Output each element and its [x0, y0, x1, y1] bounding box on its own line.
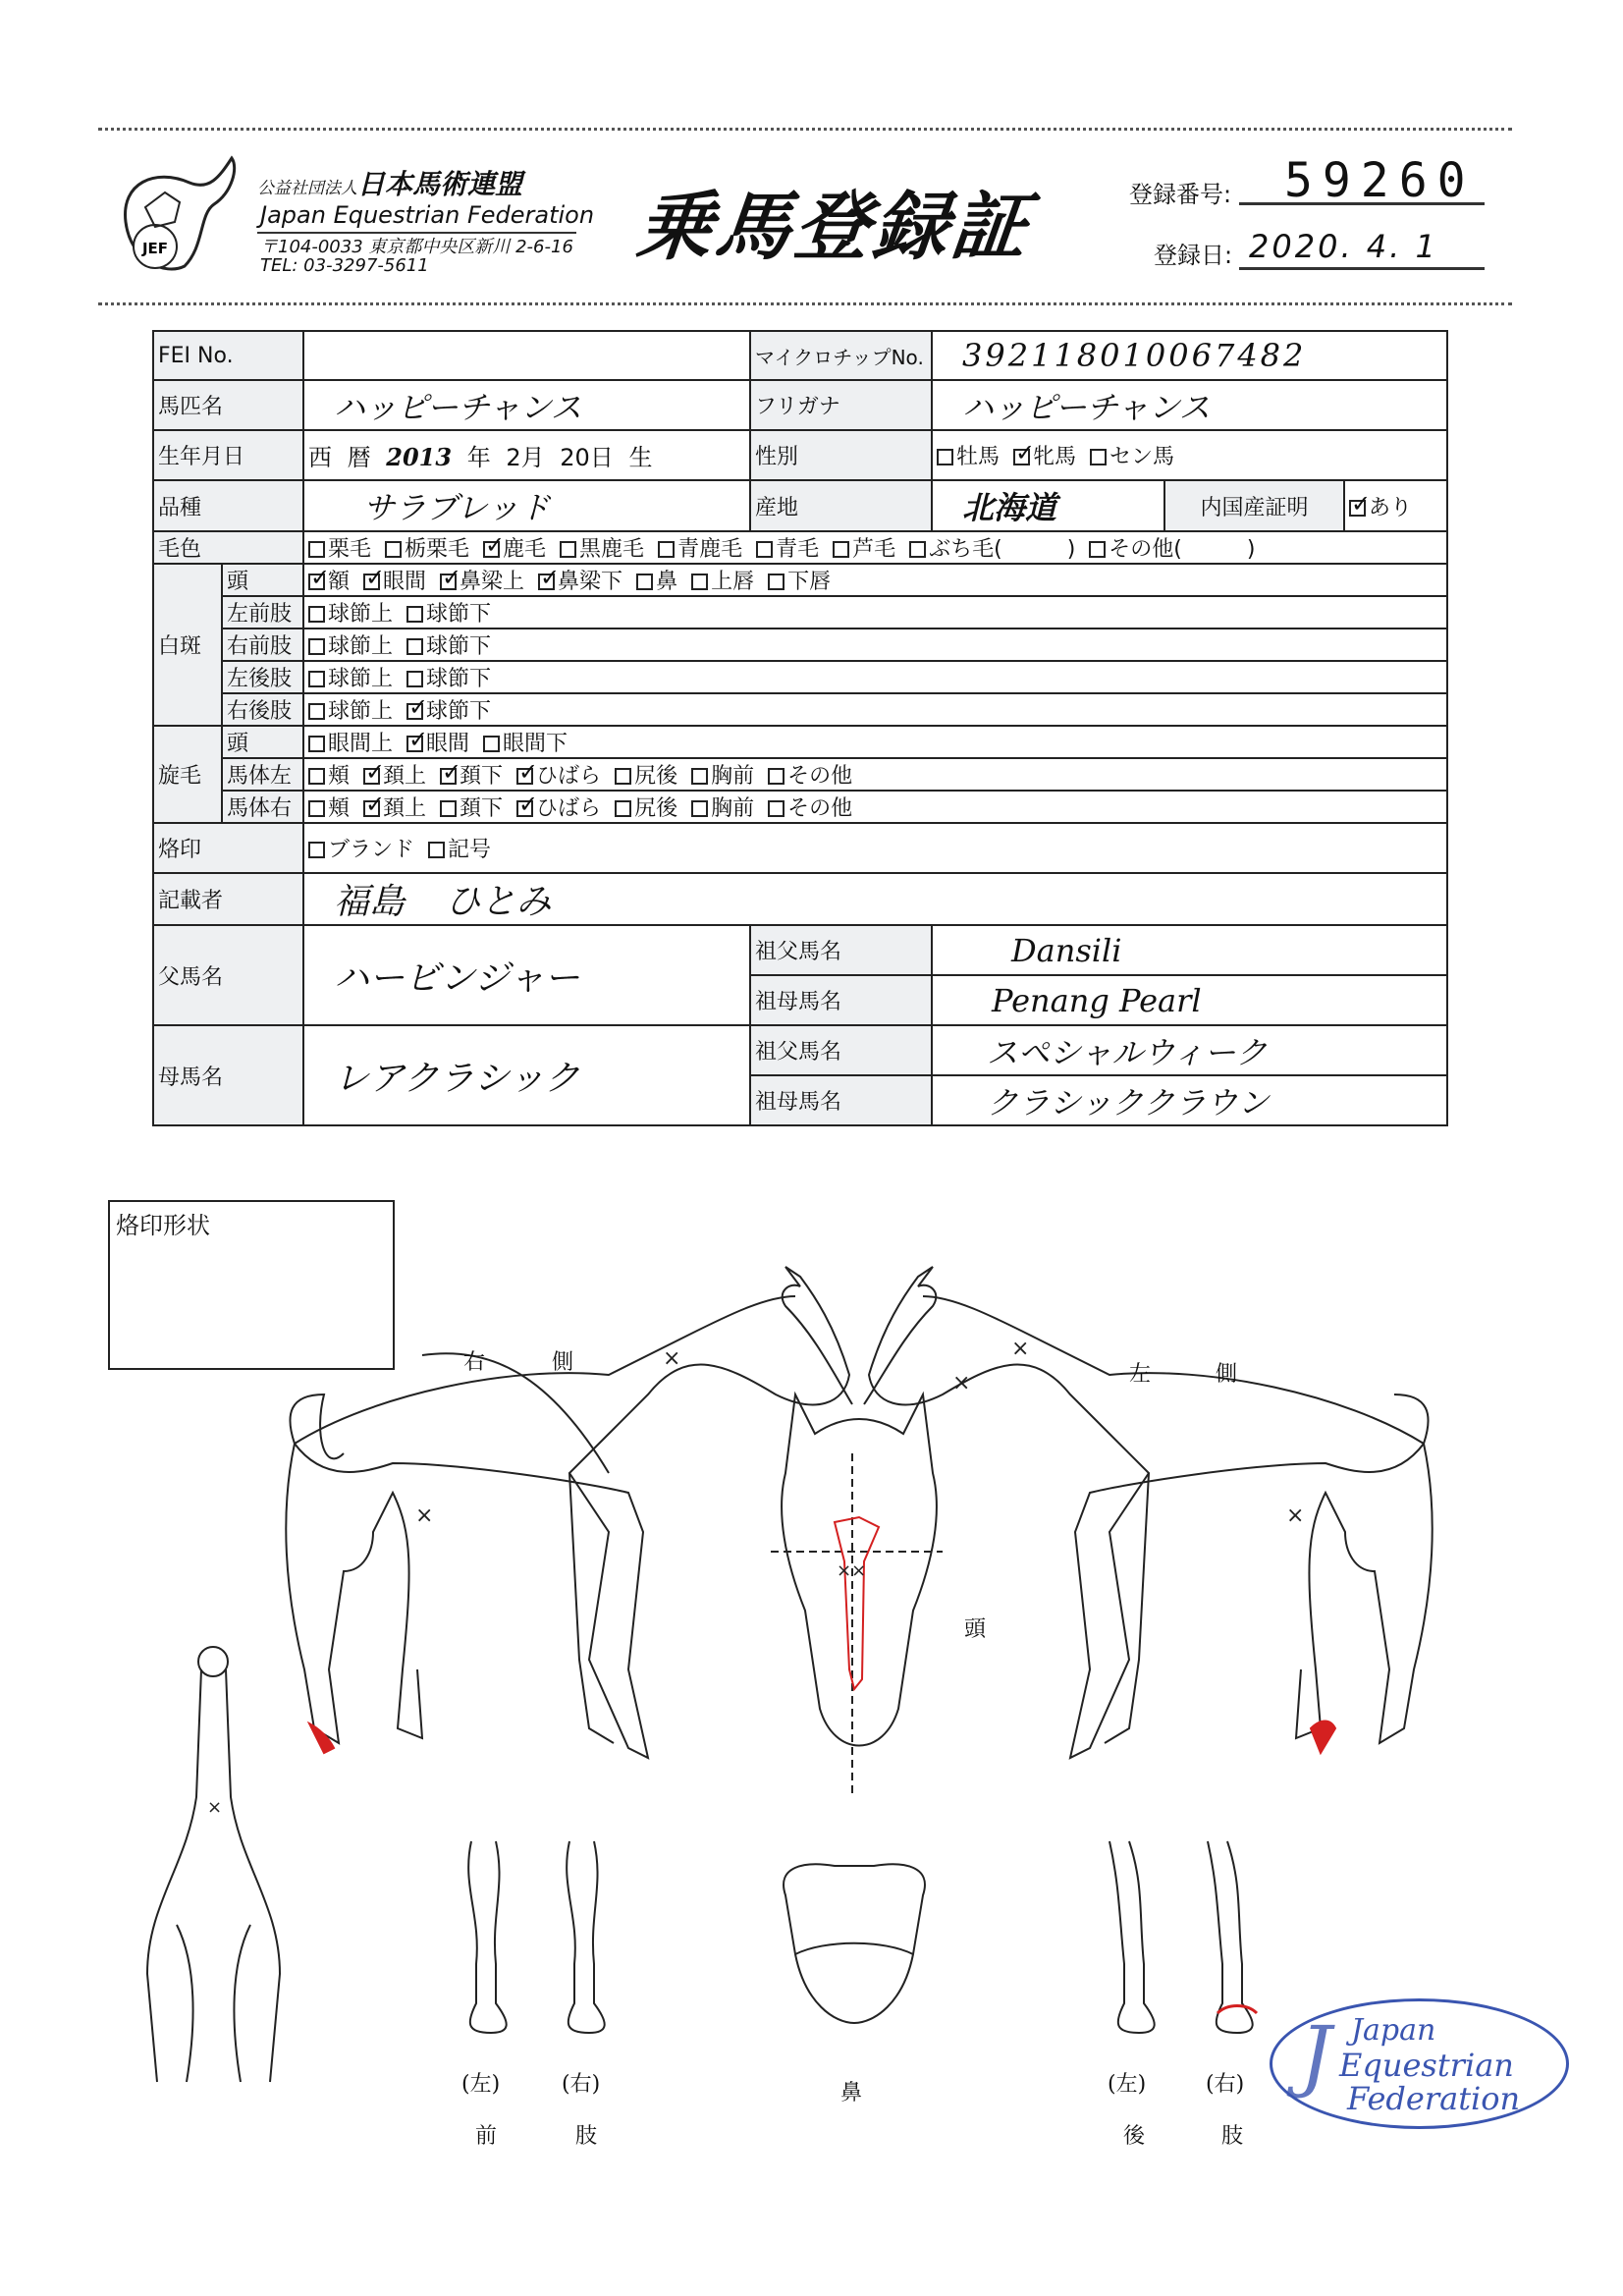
color-label: 毛色 — [153, 531, 303, 564]
nose-label: 鼻 — [840, 2081, 863, 2105]
jef-stamp — [1270, 1998, 1569, 2129]
white-label: 白斑 — [153, 564, 222, 726]
checkbox-label: 眼間 — [426, 732, 470, 756]
sire-sire-value: Dansili — [932, 925, 1447, 975]
checkbox-label: 頚上 — [383, 764, 427, 789]
dam-label: 母馬名 — [153, 1025, 303, 1125]
checkbox-label: 上唇 — [711, 570, 755, 594]
reg-date-value: 2020. 4. 1 — [1249, 228, 1438, 265]
brand-label: 烙印 — [153, 823, 303, 873]
sire-label: 父馬名 — [153, 925, 303, 1025]
stamp-line3: Federation — [1347, 2080, 1521, 2117]
birth-year-unit: 年 — [466, 444, 491, 471]
checkbox-label: 球節上 — [328, 602, 394, 627]
stamp-line2: Equestrian — [1339, 2047, 1514, 2084]
dam-sire-label: 祖父馬名 — [750, 1025, 932, 1075]
dam-sire-value: スペシャルウィーク — [932, 1025, 1447, 1075]
furigana-value: ハッピーチャンス — [932, 380, 1447, 430]
checkbox-label: 球節下 — [426, 699, 492, 724]
domestic-label: 内国産証明 — [1164, 480, 1344, 531]
white-sub-label: 右前肢 — [222, 629, 303, 661]
checkbox-label: 球節下 — [426, 602, 492, 627]
chip-value: 392118010067482 — [932, 331, 1447, 380]
sire-dam-value: Penang Pearl — [932, 975, 1447, 1025]
checkbox-label: 青毛 — [776, 537, 820, 562]
checkbox-label: 青鹿毛 — [677, 537, 743, 562]
svg-text:×: × — [952, 1371, 971, 1395]
birth-era: 西 暦 — [308, 444, 371, 471]
breed-label: 品種 — [153, 480, 303, 531]
org-english: Japan Equestrian Federation — [260, 201, 595, 229]
svg-text:×: × — [415, 1503, 434, 1528]
origin-value: 北海道 — [932, 480, 1164, 531]
top-view-drawing — [147, 1647, 280, 2082]
whorl-label: 旋毛 — [153, 726, 222, 823]
checkbox-label: 鹿毛 — [503, 537, 547, 562]
checkbox-label: 栗毛 — [328, 537, 372, 562]
checkbox-label: 下唇 — [787, 570, 832, 594]
checkbox-label: あり — [1369, 495, 1413, 520]
checkbox-label: 黒鹿毛 — [579, 537, 645, 562]
org-tel: TEL: 03-3297-5611 — [260, 255, 429, 276]
svg-text:×: × — [1011, 1337, 1030, 1361]
head-front-drawing — [771, 1394, 943, 1797]
hindlegs-drawing — [1109, 1841, 1257, 2033]
fore-left-label: (左) — [461, 2072, 501, 2097]
checkbox-label: 尻後 — [634, 764, 678, 789]
checkbox-label: 頬 — [328, 764, 351, 789]
fore-right-label: (右) — [562, 2072, 601, 2097]
checkbox-label: 球節上 — [328, 667, 394, 691]
checkbox-label: 鼻梁上 — [460, 570, 525, 594]
hind-label-2: 肢 — [1221, 2124, 1244, 2149]
checkbox-label: 球節上 — [328, 634, 394, 659]
birth-suffix: 生 — [628, 444, 653, 471]
checkbox-label: 栃栗毛 — [405, 537, 470, 562]
dam-dam-label: 祖母馬名 — [750, 1075, 932, 1125]
org-address: 〒104-0033 東京都中央区新川 2-6-16 — [260, 237, 573, 257]
svg-text:×: × — [663, 1346, 681, 1371]
checkbox-label: 球節下 — [426, 667, 492, 691]
nose-drawing — [784, 1864, 925, 2023]
brand-shape-label: 烙印形状 — [116, 1212, 210, 1239]
reg-no-label: 登録番号: — [1129, 181, 1232, 208]
head-label: 頭 — [964, 1617, 987, 1642]
checkbox-label: その他( ) — [1109, 537, 1256, 562]
chip-label: マイクロチップNo. — [750, 331, 932, 380]
right-side-horse-drawing — [286, 1267, 852, 1758]
checkbox-label: 眼間 — [383, 570, 427, 594]
left-side-label-1: 左 — [1129, 1362, 1152, 1387]
white-sub-label: 左後肢 — [222, 661, 303, 693]
reg-date-label: 登録日: — [1154, 242, 1233, 269]
fore-label-2: 肢 — [575, 2124, 598, 2149]
svg-text:××: ×× — [837, 1560, 867, 1581]
forelegs-drawing — [468, 1841, 605, 2033]
checkbox-label: ブランド — [328, 838, 415, 862]
sire-value: ハービンジャー — [303, 925, 750, 1025]
fore-label-1: 前 — [475, 2124, 498, 2149]
whorl-sub-label: 頭 — [222, 726, 303, 758]
checkbox-label: 球節上 — [328, 699, 394, 724]
birth-day: 20日 — [560, 444, 614, 471]
checkbox-label: 眼間下 — [503, 732, 568, 756]
birth-label: 生年月日 — [153, 430, 303, 480]
hind-label-1: 後 — [1123, 2124, 1146, 2149]
right-side-label-2: 側 — [552, 1350, 574, 1375]
whorl-sub-label: 馬体左 — [222, 758, 303, 791]
checkbox-label: 頚下 — [460, 796, 504, 821]
checkbox-label: 眼間上 — [328, 732, 394, 756]
whorl-sub-label: 馬体右 — [222, 791, 303, 823]
checkbox-label: 額 — [328, 570, 351, 594]
furigana-label: フリガナ — [750, 380, 932, 430]
svg-text:×: × — [1286, 1503, 1305, 1528]
name-label: 馬匹名 — [153, 380, 303, 430]
sire-dam-label: 祖母馬名 — [750, 975, 932, 1025]
checkbox-label: ひばら — [536, 764, 602, 789]
white-sub-label: 右後肢 — [222, 693, 303, 726]
checkbox-label: 記号 — [448, 838, 492, 862]
right-side-label-1: 右 — [463, 1350, 486, 1375]
checkbox-label: ぶち毛( ) — [929, 537, 1076, 562]
checkbox-label: その他 — [787, 796, 853, 821]
checkbox-label: 牡馬 — [956, 445, 1001, 469]
white-sub-label: 左前肢 — [222, 596, 303, 629]
checkbox-label: 鼻梁下 — [558, 570, 623, 594]
breed-value: サラブレッド — [303, 480, 750, 531]
checkbox-label: 尻後 — [634, 796, 678, 821]
writer-value: 福島 ひとみ — [303, 873, 1447, 925]
stamp-initial: J — [1300, 2009, 1332, 2101]
checkbox-label: 頚下 — [460, 764, 504, 789]
left-side-horse-drawing — [864, 1267, 1433, 1758]
stamp-line1: Japan — [1351, 2013, 1436, 2048]
dam-value: レアクラシック — [303, 1025, 750, 1125]
checkbox-label: 牝馬 — [1033, 445, 1077, 469]
org-name-text: 日本馬術連盟 — [357, 168, 523, 200]
sire-sire-label: 祖父馬名 — [750, 925, 932, 975]
checkbox-label: 頬 — [328, 796, 351, 821]
fei-label: FEI No. — [153, 331, 303, 380]
dam-dam-value: クラシッククラウン — [932, 1075, 1447, 1125]
checkbox-label: セン馬 — [1109, 445, 1175, 469]
name-value: ハッピーチャンス — [303, 380, 750, 430]
sex-label: 性別 — [750, 430, 932, 480]
page-title: 乗馬登録証 — [632, 183, 1036, 270]
checkbox-label: 胸前 — [711, 796, 755, 821]
checkbox-label: 芦毛 — [852, 537, 896, 562]
hind-left-label: (左) — [1108, 2072, 1147, 2097]
checkbox-label: 頚上 — [383, 796, 427, 821]
org-prefix: 公益社団法人 — [257, 179, 357, 198]
birth-month: 2月 — [506, 444, 545, 471]
logo-text: JEF — [141, 240, 169, 257]
birth-year: 2013 — [386, 443, 453, 471]
checkbox-label: その他 — [787, 764, 853, 789]
checkbox-label: 胸前 — [711, 764, 755, 789]
left-side-label-2: 側 — [1216, 1362, 1238, 1387]
checkbox-label: ひばら — [536, 796, 602, 821]
checkbox-label: 球節下 — [426, 634, 492, 659]
writer-label: 記載者 — [153, 873, 303, 925]
white-sub-label: 頭 — [222, 564, 303, 596]
hind-right-label: (右) — [1206, 2072, 1245, 2097]
reg-no-value: 59260 — [1284, 153, 1476, 208]
origin-label: 産地 — [750, 480, 932, 531]
checkbox-label: 鼻 — [656, 570, 678, 594]
svg-text:×: × — [207, 1797, 223, 1818]
